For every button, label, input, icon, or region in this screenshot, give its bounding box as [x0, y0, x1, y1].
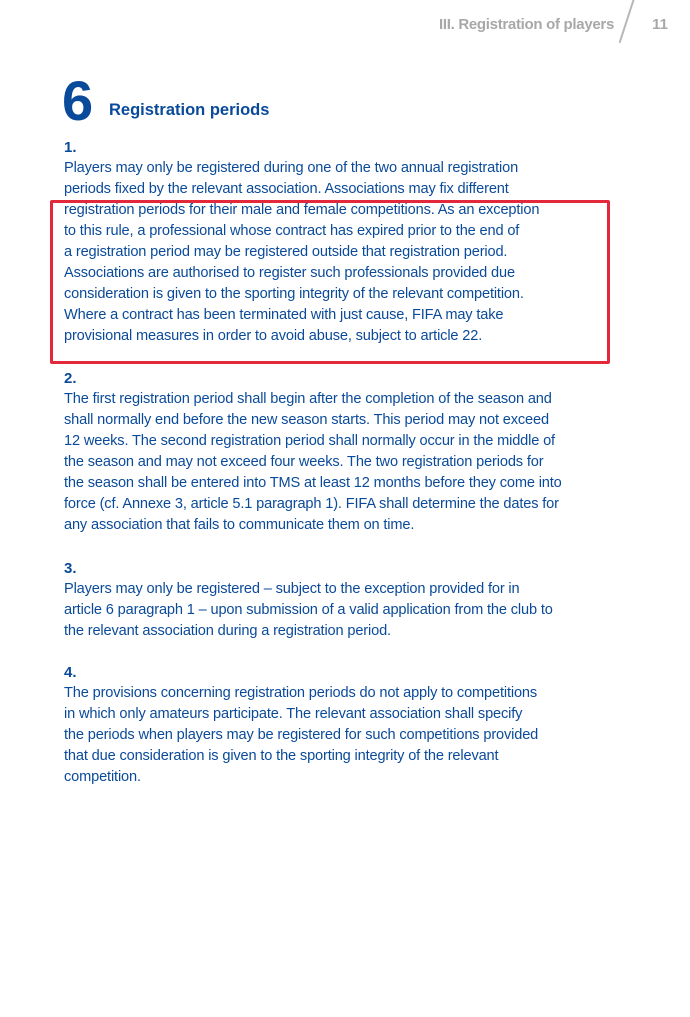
text-line: The first registration period shall begin after the completion of the season and — [64, 391, 552, 407]
header-divider — [619, 0, 636, 43]
text-line: article 6 paragraph 1 – upon submission of a valid application from the club to — [64, 602, 553, 618]
text-line: Associations are authorised to register such professionals provided due — [64, 265, 515, 281]
text-line: shall normally end before the new season starts. This period may not exceed — [64, 412, 549, 428]
text-line: in which only amateurs participate. The relevant association shall specify — [64, 706, 523, 722]
text-line: consideration is given to the sporting integrity of the relevant competition. — [64, 286, 524, 302]
text-line: force (cf. Annexe 3, article 5.1 paragraph 1). FIFA shall determine the dates for — [64, 496, 559, 512]
text-line: the season shall be entered into TMS at least 12 months before they come into — [64, 475, 562, 491]
page-number: 11 — [652, 16, 668, 33]
text-line: to this rule, a professional whose contract has expired prior to the end of — [64, 223, 520, 239]
paragraph-label: 2. — [64, 370, 77, 387]
text-line: Where a contract has been terminated with just cause, FIFA may take — [64, 307, 504, 323]
text-line: The provisions concerning registration periods do not apply to competitions — [64, 685, 538, 701]
paragraph-label: 4. — [64, 664, 77, 681]
text-line: 12 weeks. The second registration period shall normally occur in the middle of — [64, 433, 555, 449]
text-line: provisional measures in order to avoid abuse, subject to article 22. — [64, 328, 483, 344]
text-line: the season and may not exceed four weeks. The two registration periods for — [64, 454, 544, 470]
text-line: a registration period may be registered outside that registration period. — [64, 244, 508, 260]
text-line: Players may only be registered – subject to the exception provided for in — [64, 581, 520, 597]
paragraph-label: 1. — [64, 139, 77, 156]
text-line: registration periods for their male and female competitions. As an exception — [64, 202, 540, 218]
article-title: Registration periods — [109, 101, 270, 119]
paragraph-2 — [64, 368, 562, 536]
text-line: competition. — [64, 769, 141, 785]
text-line: any association that fails to communicate them on time. — [64, 517, 415, 533]
text-line: the relevant association during a registration period. — [64, 623, 391, 639]
text-line: periods fixed by the relevant association. Associations may fix different — [64, 181, 509, 197]
running-header: III. Registration of players — [439, 16, 614, 33]
paragraph-4 — [64, 662, 538, 788]
article-number: 6 — [62, 69, 92, 132]
text-line: the periods when players may be registered for such competitions provided — [64, 727, 539, 743]
highlight-box — [50, 200, 610, 364]
paragraph-3 — [64, 558, 553, 642]
text-line: that due consideration is given to the sporting integrity of the relevant — [64, 748, 499, 764]
text-line: Players may only be registered during one of the two annual registration — [64, 160, 519, 176]
paragraph-label: 3. — [64, 560, 77, 577]
